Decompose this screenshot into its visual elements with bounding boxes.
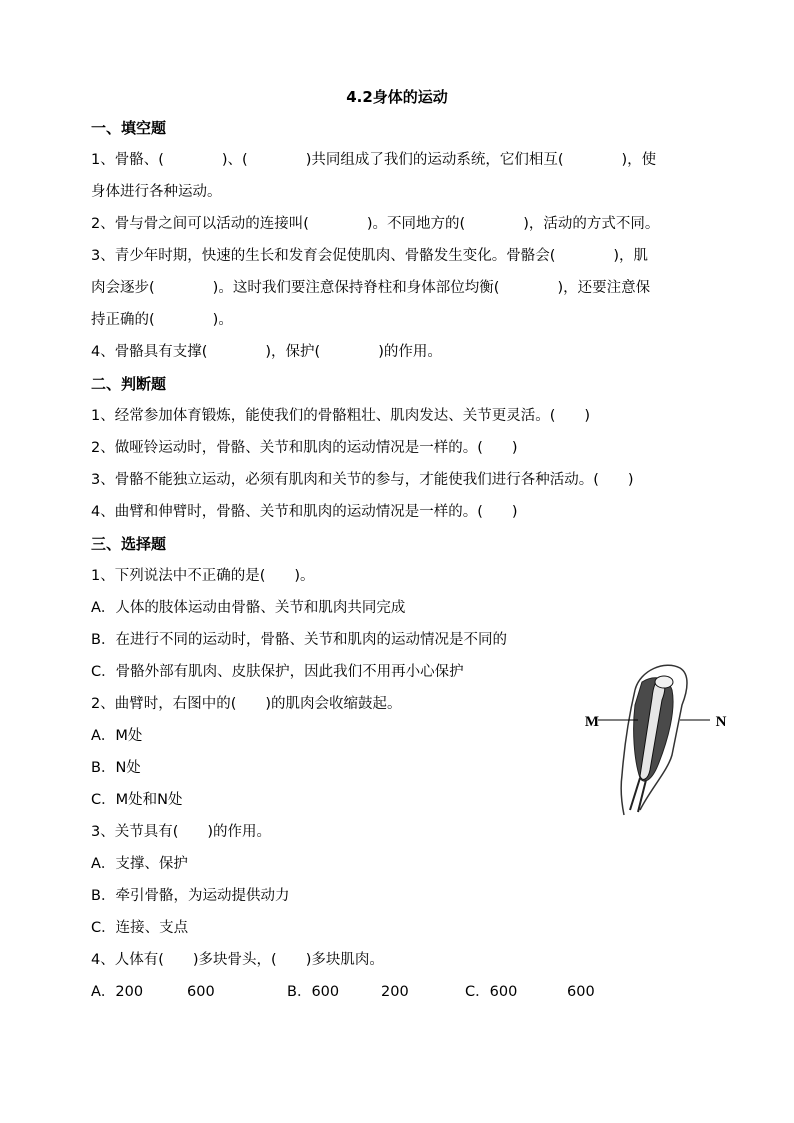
choice-line: C．骨骼外部有肌肉、皮肤保护，因此我们不用再小心保护 — [91, 664, 464, 680]
fill-line: 身体进行各种运动。 — [91, 184, 222, 200]
choice-line: A．支撑、保护 — [91, 856, 188, 872]
label-n: N — [715, 714, 727, 730]
section-choice-heading: 三、选择题 — [91, 535, 167, 553]
choice-line: B．牵引骨骼，为运动提供动力 — [91, 888, 290, 904]
section-judge-heading: 二、判断题 — [91, 375, 167, 393]
judge-line: 4、曲臂和伸臂时，骨骼、关节和肌肉的运动情况是一样的。( ) — [91, 504, 518, 520]
fill-line: 3、青少年时期，快速的生长和发育会促使肌肉、骨骼发生变化。骨骼会( )，肌 — [91, 248, 649, 264]
judge-line: 2、做哑铃运动时，骨骼、关节和肌肉的运动情况是一样的。( ) — [91, 440, 518, 456]
option-a-value: 600 — [187, 984, 215, 1000]
fill-line: 2、骨与骨之间可以活动的连接叫( )。不同地方的( )，活动的方式不同。 — [91, 216, 660, 232]
choice-line: B．在进行不同的运动时，骨骼、关节和肌肉的运动情况是不同的 — [91, 632, 507, 648]
choice-line: B．N处 — [91, 760, 141, 776]
page-title: 4.2身体的运动 — [346, 88, 448, 106]
choice-line: 2、曲臂时，右图中的( )的肌肉会收缩鼓起。 — [91, 696, 402, 712]
option-a-label: A．200 — [91, 984, 144, 1000]
option-b-value: 200 — [381, 984, 409, 1000]
arm-outline-back — [621, 690, 635, 815]
judge-line: 3、骨骼不能独立运动，必须有肌肉和关节的参与，才能使我们进行各种活动。( ) — [91, 472, 634, 488]
option-b-label: B．600 — [287, 984, 340, 1000]
fill-line: 持正确的( )。 — [91, 312, 233, 328]
choice-line: A．人体的肢体运动由骨骼、关节和肌肉共同完成 — [91, 600, 406, 616]
choice-line: 1、下列说法中不正确的是( )。 — [91, 568, 315, 584]
choice-line: 3、关节具有( )的作用。 — [91, 824, 272, 840]
fill-line: 1、骨骼、( )、( )共同组成了我们的运动系统，它们相互( )，使 — [91, 152, 657, 168]
choice-line: A．M处 — [91, 728, 143, 744]
judge-line: 1、经常参加体育锻炼，能使我们的骨骼粗壮、肌肉发达、关节更灵活。( ) — [91, 408, 591, 424]
option-c-value: 600 — [567, 984, 595, 1000]
forearm-bones — [630, 778, 646, 812]
arm-muscle-figure — [580, 660, 730, 820]
shoulder-joint — [655, 676, 673, 688]
choice-line: C．M处和N处 — [91, 792, 183, 808]
choice-line: C．连接、支点 — [91, 920, 189, 936]
q4-options-row — [91, 982, 711, 1002]
option-c-label: C．600 — [465, 984, 518, 1000]
fill-line: 肉会逐步( )。这时我们要注意保持脊柱和身体部位均衡( )，还要注意保 — [91, 280, 651, 296]
choice-line: 4、人体有( )多块骨头，( )多块肌肉。 — [91, 952, 384, 968]
fill-line: 4、骨骼具有支撑( )，保护( )的作用。 — [91, 344, 442, 360]
label-m: M — [584, 714, 600, 730]
section-fill-heading: 一、填空题 — [91, 119, 167, 137]
